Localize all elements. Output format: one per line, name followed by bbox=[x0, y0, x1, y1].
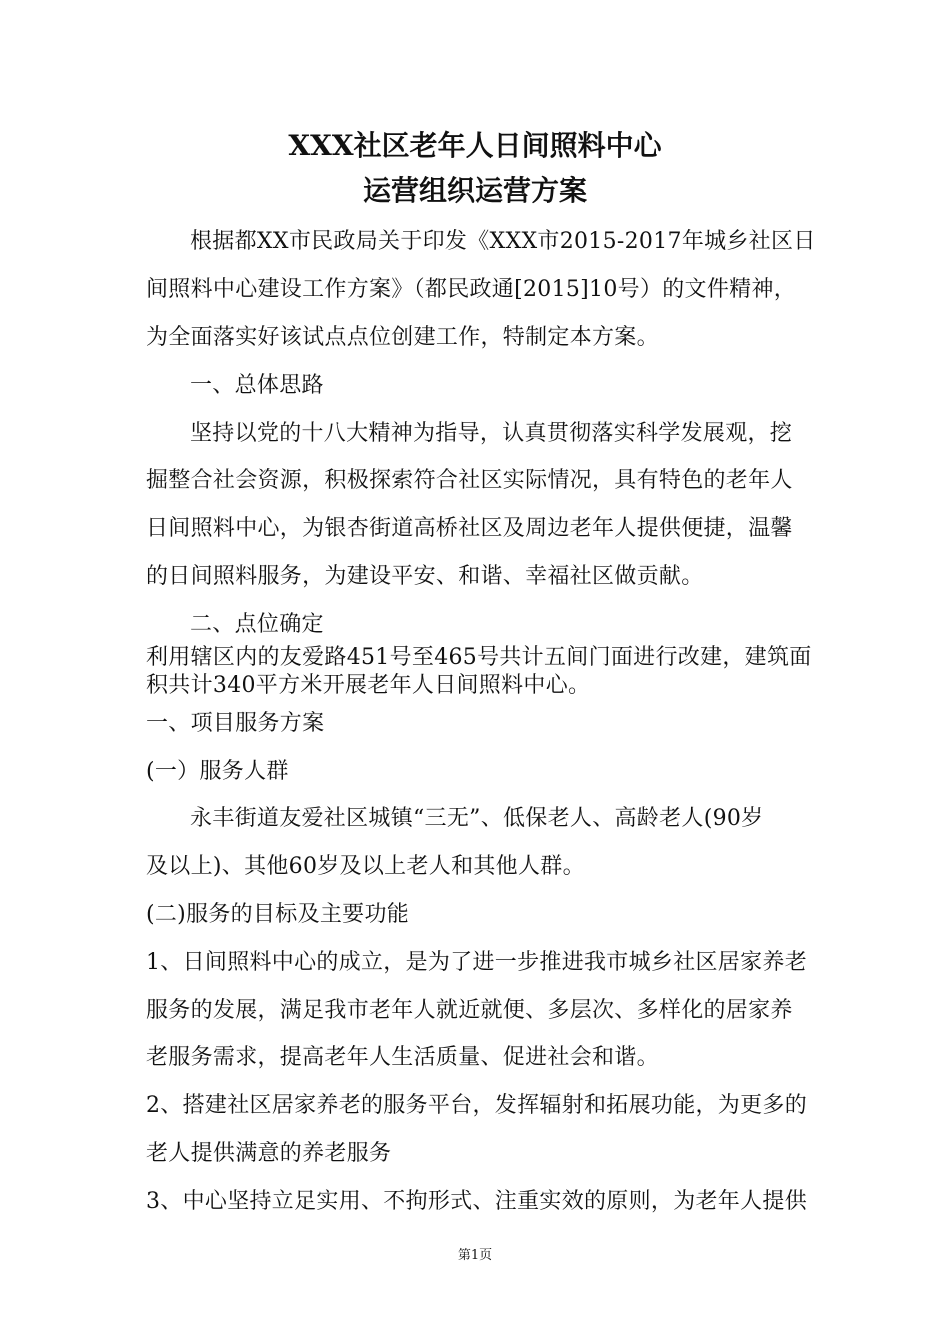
body-line: 的日间照料服务，为建设平安、和谐、幸福社区做贡献。 bbox=[146, 564, 704, 589]
body-line: 2、搭建社区居家养老的服务平台，发挥辐射和拓展功能，为更多的 bbox=[146, 1093, 807, 1118]
subsection-heading: (二)服务的目标及主要功能 bbox=[146, 902, 410, 927]
subsection-heading: (一）服务人群 bbox=[146, 759, 289, 784]
section-heading: 一、项目服务方案 bbox=[146, 711, 325, 736]
body-line: 坚持以党的十八大精神为指导，认真贯彻落实科学发展观，挖 bbox=[190, 421, 793, 446]
body-line: 3、中心坚持立足实用、不拘形式、注重实效的原则，为老年人提供 bbox=[146, 1189, 807, 1214]
body-line: 永丰街道友爱社区城镇“三无”、低保老人、高龄老人(90岁 bbox=[190, 806, 764, 831]
body-line: 1、日间照料中心的成立，是为了进一步推进我市城乡社区居家养老 bbox=[146, 950, 807, 975]
body-line: 利用辖区内的友爱路451号至465号共计五间门面进行改建，建筑面 bbox=[146, 645, 812, 670]
body-line: 老人提供满意的养老服务 bbox=[146, 1141, 392, 1166]
body-line: 掘整合社会资源，积极探索符合社区实际情况，具有特色的老年人 bbox=[146, 468, 793, 493]
body-line: 日间照料中心，为银杏街道高桥社区及周边老年人提供便捷，温馨 bbox=[146, 516, 793, 541]
page-number: 第1页 bbox=[457, 1248, 493, 1263]
body-line: 老服务需求，提高老年人生活质量、促进社会和谐。 bbox=[146, 1045, 659, 1070]
document-title-line-1: XXX社区老年人日间照料中心 bbox=[288, 129, 662, 162]
section-heading: 二、点位确定 bbox=[190, 612, 324, 637]
body-line: 积共计340平方米开展老年人日间照料中心。 bbox=[146, 673, 591, 698]
document-title-line-2: 运营组织运营方案 bbox=[362, 174, 587, 207]
body-line: 为全面落实好该试点点位创建工作，特制定本方案。 bbox=[146, 325, 659, 350]
section-heading: 一、总体思路 bbox=[190, 373, 324, 398]
body-line: 及以上)、其他60岁及以上老人和其他人群。 bbox=[146, 854, 585, 879]
body-line: 服务的发展，满足我市老年人就近就便、多层次、多样化的居家养 bbox=[146, 998, 793, 1023]
body-line: 间照料中心建设工作方案》（都民政通[2015]10号）的文件精神， bbox=[146, 277, 797, 302]
body-line: 根据都XX市民政局关于印发《XXX市2015-2017年城乡社区日 bbox=[190, 229, 816, 254]
